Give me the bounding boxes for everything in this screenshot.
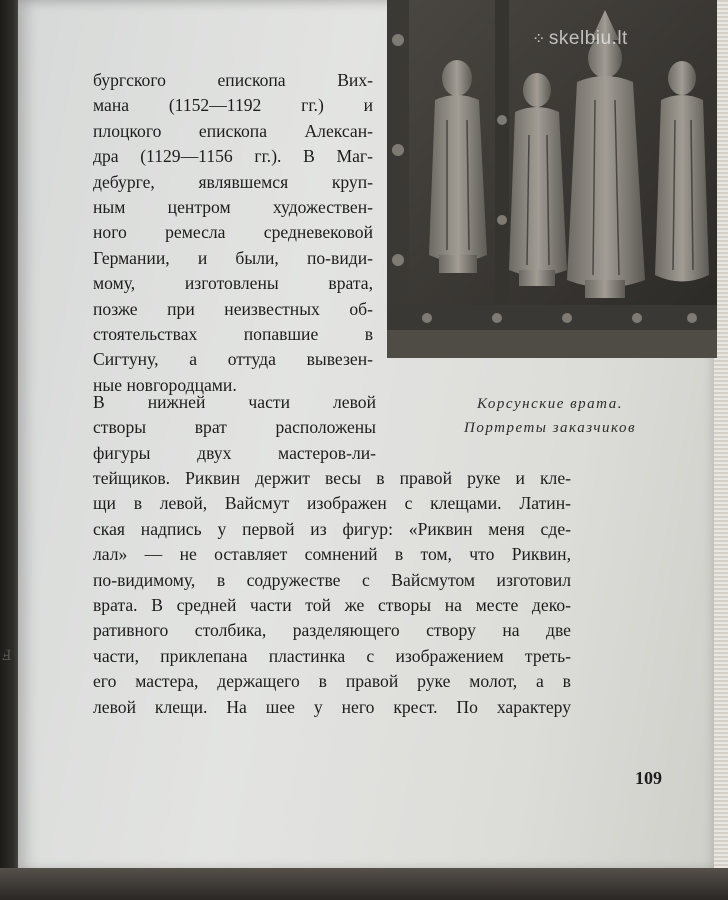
text-line: врата. В средней части той же створы на месте деко- (93, 595, 571, 616)
text-line: его мастера, держащего в правой руке молот, а в (93, 671, 571, 692)
page-number: 109 (635, 768, 662, 788)
text-line: фигуры двух мастеров-ли- (93, 442, 376, 463)
text-line: левой клещи. На шее у него крест. По характеру (93, 696, 571, 717)
text-line: щи в левой, Вайсмут изображен с клещами. Латин- (93, 493, 571, 514)
text-line: дебурге, являвшемся круп- (93, 171, 373, 192)
text-line: мана (1152—1192 гг.) и (93, 95, 373, 116)
text-line: створы врат расположены (93, 417, 376, 438)
margin-mark: Ⅎ (2, 649, 12, 664)
text-line: тейщиков. Риквин держит весы в правой руке и кле- (93, 468, 571, 488)
text-line: ного ремесла средневековой (93, 222, 373, 243)
text-line: по-видимому, в содружестве с Вайсмутом изготовил (93, 569, 571, 590)
text-line: бургского епископа Вих- (93, 70, 373, 90)
watermark-dots-icon: ⁘ (532, 31, 546, 48)
text-line: ская надпись у первой из фигур: «Риквин меня сде- (93, 518, 571, 539)
text-line: плоцкого епископа Алексан- (93, 120, 373, 141)
paragraph-2-wide (93, 466, 571, 720)
bronze-relief-illustration (387, 0, 717, 358)
text-line: позже при неизвестных об- (93, 298, 373, 319)
text-line: части, приклепана пластинка с изображением треть- (93, 645, 571, 666)
watermark-text: skelbiu.lt (548, 28, 628, 49)
watermark (532, 28, 628, 50)
text-line: лал» — не оставляет сомнений в том, что Риквин, (93, 544, 571, 565)
caption-line-2: Портреты заказчиков (464, 420, 636, 436)
bronze-door-photo (387, 0, 717, 358)
paragraph-1 (93, 68, 373, 398)
text-line: дра (1129—1156 гг.). В Маг- (93, 146, 373, 167)
table-surface (0, 868, 728, 900)
text-line: ные новгородцами. (93, 374, 237, 395)
text-line: ным центром художествен- (93, 197, 373, 218)
text-line: мому, изготовлены врата, (93, 273, 373, 294)
text-line: стоятельствах попавшие в (93, 324, 373, 345)
text-line: Сигтуну, а оттуда вывезен- (93, 349, 373, 370)
photo-caption (420, 392, 680, 440)
caption-line-1: Корсунские врата. (477, 396, 623, 412)
paragraph-2-narrow (93, 390, 376, 466)
text-line: Германии, и были, по-види- (93, 247, 373, 268)
text-line: ративного столбика, разделяющего створу на две (93, 620, 571, 641)
text-line: В нижней части левой (93, 392, 376, 412)
